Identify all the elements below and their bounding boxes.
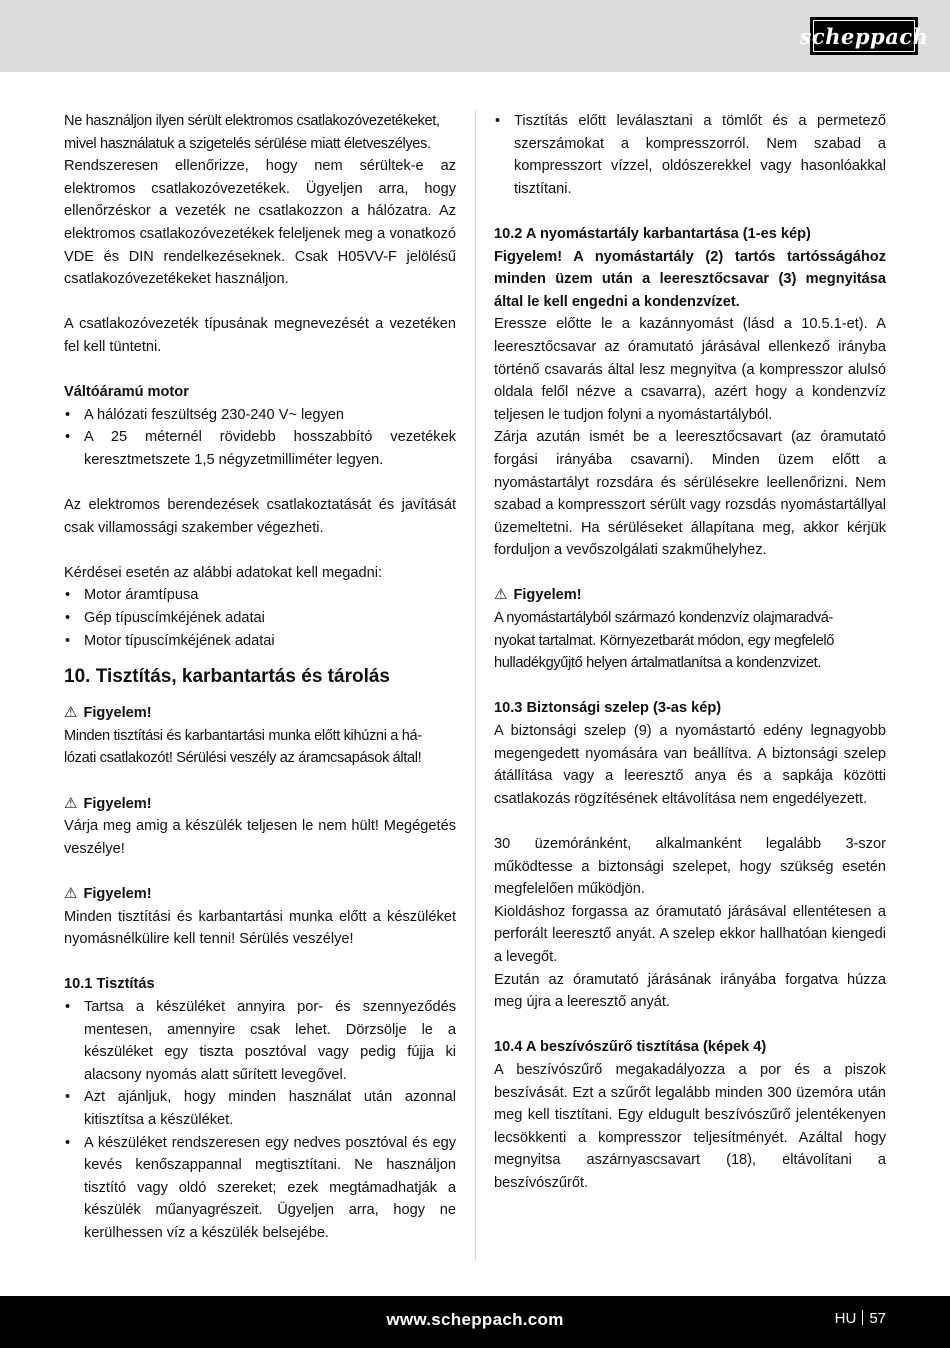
list-item: • A 25 méternél rövidebb hosszabbító vezetékek keresztmetszete 1,5 négyzetmilliméter legyen. — [65, 429, 456, 468]
warning-text: nyokat tartalmat. Környezetbarát módon, egy megfelelő — [494, 632, 835, 649]
safety-valve-paragraph-4: Ezután az óramutató járásának irányába forgatva húzza meg újra a leeresztő anyát. — [494, 971, 886, 1011]
warning-text: A nyomástartályból származó kondenzvíz olajmaradvá- — [494, 610, 834, 627]
footer-bar — [0, 1296, 950, 1348]
list-item: • Tisztítás előtt leválasztani a tömlőt és a permetező szerszámokat a kompresszorról. Nem szabad a kompresszort vízzel, oldószerekkel vagy hasonlóakkal tisztítani. — [495, 113, 886, 197]
warning-heading: ⚠ Figyelem! — [64, 702, 456, 725]
website-link[interactable]: www.scheppach.com — [386, 1310, 564, 1329]
warning-text: Minden tisztítási és karbantartási munka előtt a készüléket nyomásnélkülire kell tenni! Sérülés veszélye! — [64, 908, 456, 948]
column-divider — [475, 110, 476, 1260]
safety-valve-paragraph: A biztonsági szelep (9) a nyomástartó edény legnagyobb megengedett nyomására van beállítva. A biztonsági szelep átállítása vagy a leeresztő anya és a sapkája közötti csatlakozás rögzítésének eltávolítása nem engedélyezett. — [494, 723, 886, 807]
page-number: HU 57 — [834, 1310, 886, 1327]
warning-heading: ⚠ Figyelem! — [64, 883, 456, 906]
questions-paragraph: Kérdései esetén az alábbi adatokat kell megadni: — [64, 564, 383, 581]
header-bar — [0, 0, 950, 72]
list-item: • Tartsa a készüléket annyira por- és szennyeződés mentesen, amennyire csak lehet. Dörzsölje le a készüléket egy tiszta posztóval vagy pedig fújja ki alacsony nyomás alatt sűrített levegővel. — [65, 998, 456, 1083]
electrician-paragraph: Az elektromos berendezések csatlakoztatását és javítását csak villamossági szakember végezheti. — [64, 497, 456, 536]
warning-heading: ⚠ Figyelem! — [64, 793, 456, 816]
warning-triangle-icon: ⚠ — [494, 586, 508, 604]
warning-text: Várja meg amig a készülék teljesen le nem hült! Megégetés veszélye! — [64, 818, 456, 857]
drain-paragraph: Eressze előtte le a kazánnyomást (lásd a 10.5.1-et). A leeresztőcsavar az óramutató járásával ellenkező irányba történő csavarás által lesz megnyitva (a kompresszor alulsó oldala felől nézve a csavarra), azért hogy a kondenzvíz teljesen le tudjon folyni a nyomástartályból. — [494, 316, 886, 423]
motor-heading: Váltóáramú motor — [64, 384, 189, 401]
section-10-2-warning: Figyelem! A nyomástartály (2) tartós tartósságához minden üzem után a leeresztőcsavar (3) megnyitása által le kell engedni a kondenzvízet. — [494, 248, 886, 310]
warning-text: lózati csatlakozót! Sérülési veszély az áramcsapások által! — [64, 750, 422, 767]
list-item: • A hálózati feszültség 230-240 V~ legyen — [65, 406, 345, 423]
safety-valve-paragraph-2: 30 üzemóránként, alkalmanként legalább 3-szor működtesse a biztonsági szelepet, hogy szükség esetén megfelelően működjön. — [494, 836, 886, 898]
left-column — [64, 110, 456, 1245]
warning-triangle-icon: ⚠ — [64, 704, 78, 722]
drain-paragraph-2: Zárja azután ismét be a leeresztőcsavart (az óramutató forgási irányába csavarni). Minden üzem előtt a nyomástartályt rozsdára és sérülésekre leellenőrizni. Nem szabad a kompresszort sérült vagy rozsdás nyomástartállyal üzemeltetni. Ha sérüléseket állapítana meg, akkor kérjük forduljon a vevőszolgálati szakműhelyhez. — [494, 429, 886, 559]
right-column — [494, 110, 886, 1195]
intro-line: mivel használatuk a szigetelés sérülése miatt életveszélyes. — [64, 135, 431, 152]
list-item: • Azt ajánljuk, hogy minden használat után azonnal kitisztítsa a készüléket. — [65, 1089, 456, 1128]
section-10-4-heading: 10.4 A beszívószűrő tisztítása (képek 4) — [494, 1039, 767, 1056]
data-list — [64, 584, 456, 652]
safety-valve-paragraph-3: Kioldáshoz forgassa az óramutató járásával ellentétesen a perforált leeresztő anyát. A szelep ekkor hallhatóan kiengedi a levegőt. — [494, 903, 886, 965]
section-10-1-heading: 10.1 Tisztítás — [64, 976, 155, 993]
warning-heading: ⚠ Figyelem! — [494, 584, 886, 607]
list-item: • Motor típuscímkéjének adatai — [65, 632, 275, 649]
scheppach-logo: scheppach — [810, 17, 918, 55]
warning-triangle-icon: ⚠ — [64, 794, 78, 812]
list-item: • Motor áramtípusa — [65, 587, 199, 604]
intro-line: Ne használjon ilyen sérült elektromos csatlakozóvezetékeket, — [64, 113, 440, 129]
warning-triangle-icon: ⚠ — [64, 885, 78, 902]
warning-text: Minden tisztítási és karbantartási munka előtt kihúzni a há- — [64, 727, 422, 744]
section-10-heading: 10. Tisztítás, karbantartás és tárolás — [64, 666, 390, 688]
section-10-2-heading: 10.2 A nyomástartály karbantartása (1-es kép) — [494, 225, 811, 242]
cleaning-list — [64, 996, 456, 1245]
intro-paragraph: Rendszeresen ellenőrizze, hogy nem sérültek-e az elektromos csatlakozóvezetékek. Ügyeljen arra, hogy ellenőrzéskor a vezeték ne csatlakozzon a hálózatra. Az elektromos csatlakozóvezetékek feleljenek meg a vonatkozó VDE és DIN rendelkezéseknek. Csak H05VV-F jelölésű csatlakozóvezetékeket használjon. — [64, 158, 456, 288]
cleaning-list-continued — [494, 110, 886, 200]
intake-filter-paragraph: A beszívószűrő megakadályozza a por és a piszok beszívását. Ezt a szűrőt legalább minden 300 üzemóra után meg kell tisztítani. Egy eldugult beszívószűrő jelentékenyen lecsökkenti a kompresszor teljesítményét. Azáltal hogy megnyitsa aszárnyascsavart (18), eltávolítani a beszívószűrőt. — [494, 1061, 886, 1191]
motor-list — [64, 404, 456, 472]
section-10-3-heading: 10.3 Biztonsági szelep (3-as kép) — [494, 700, 722, 717]
list-item: • A készüléket rendszeresen egy nedves posztóval és egy kevés kenőszappannal megtisztítani. Ne használjon tisztító vagy oldó szereket; ezek megtámadhatják a készülék műanyagrészeit. Ügyeljen arra, hogy ne kerülhessen víz a készülék belsejébe. — [65, 1134, 456, 1241]
warning-text: hulladékgyűjtő helyen ártalmatlanítsa a kondenzvizet. — [494, 655, 822, 672]
list-item: • Gép típuscímkéjének adatai — [65, 610, 265, 627]
cable-label-paragraph: A csatlakozóvezeték típusának megnevezését a vezetéken fel kell tüntetni. — [64, 316, 456, 355]
